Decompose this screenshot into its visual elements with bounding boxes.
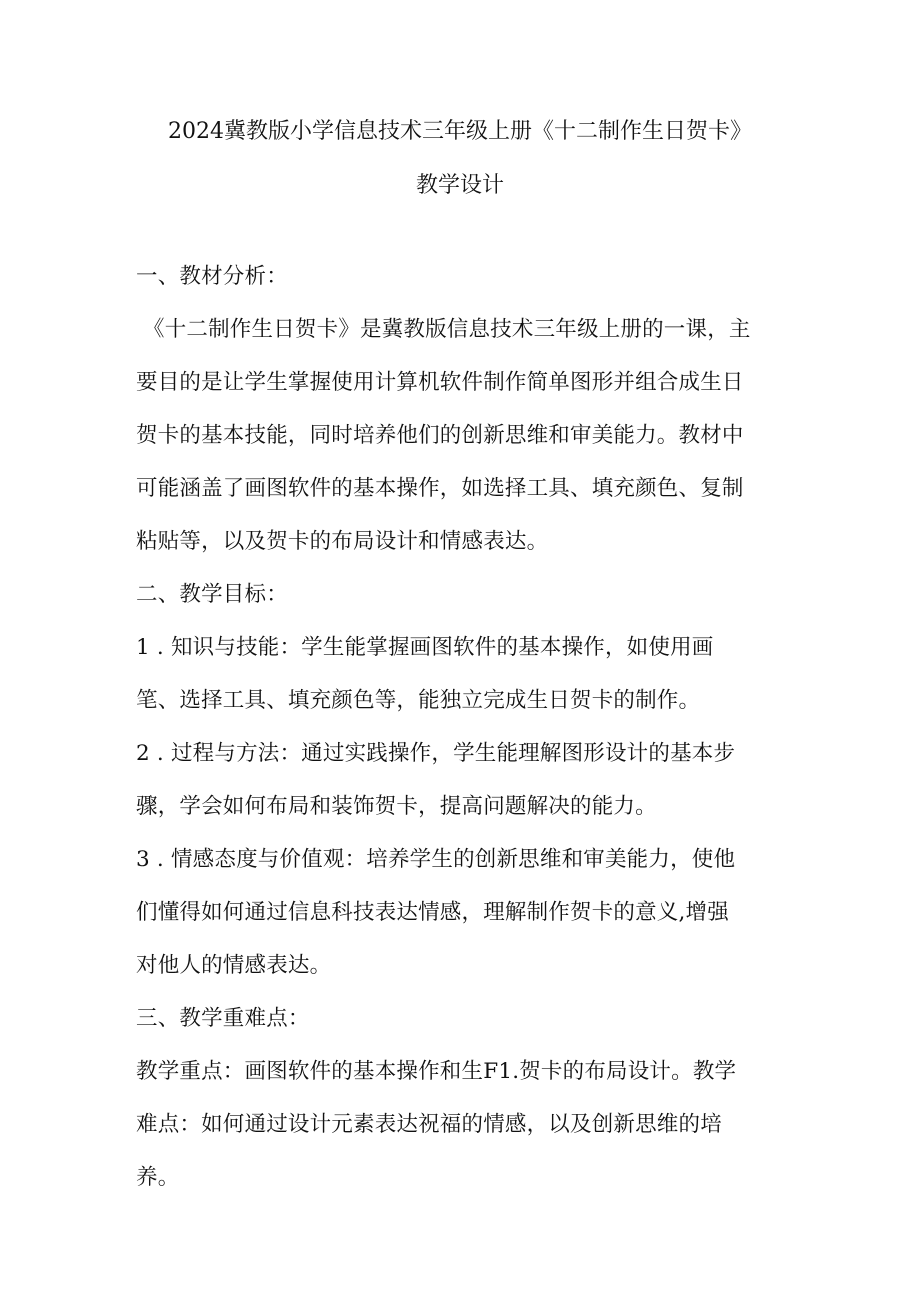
paragraph-line: 1 . 知识与技能：学生能掌握画图软件的基本操作，如使用画 <box>136 635 714 660</box>
section-heading-objectives: 二、教学目标： <box>136 582 288 607</box>
paragraph-line: 3 . 情感态度与价值观：培养学生的创新思维和审美能力，使他 <box>136 847 736 872</box>
paragraph-line: 骤，学会如何布局和装饰贺卡，提高问题解决的能力。 <box>136 794 657 819</box>
paragraph-line: 笔、选择工具、填充颜色等，能独立完成生日贺卡的制作。 <box>136 688 701 713</box>
paragraph-line: 们懂得如何通过信息科技表达情感，理解制作贺卡的意义,增强 <box>136 900 729 925</box>
paragraph-line: 教学重点：画图软件的基本操作和生F1.贺卡的布局设计。教学 <box>136 1059 737 1084</box>
paragraph-line: 《十二制作生日贺卡》是冀教版信息技术三年级上册的一课，主 <box>143 317 751 342</box>
paragraph-line: 养。 <box>136 1165 180 1190</box>
document-subtitle: 教学设计 <box>415 173 504 198</box>
document-title: 2024冀教版小学信息技术三年级上册《十二制作生日贺卡》 <box>168 119 752 144</box>
paragraph-line: 可能涵盖了画图软件的基本操作，如选择工具、填充颜色、复制 <box>136 476 744 501</box>
paragraph-line: 贺卡的基本技能，同时培养他们的创新思维和审美能力。教材中 <box>136 423 744 448</box>
section-heading-materials: 一、教材分析： <box>136 264 288 289</box>
paragraph-line: 粘贴等，以及贺卡的布局设计和情感表达。 <box>136 529 549 554</box>
paragraph-line: 2 . 过程与方法：通过实践操作，学生能理解图形设计的基本步 <box>136 741 736 766</box>
paragraph-line: 对他人的情感表达。 <box>136 953 332 978</box>
paragraph-line: 要目的是让学生掌握使用计算机软件制作简单图形并组合成生日 <box>136 370 744 395</box>
section-heading-key-points: 三、教学重难点： <box>136 1006 310 1031</box>
paragraph-line: 难点：如何通过设计元素表达祝福的情感，以及创新思维的培 <box>136 1112 722 1137</box>
